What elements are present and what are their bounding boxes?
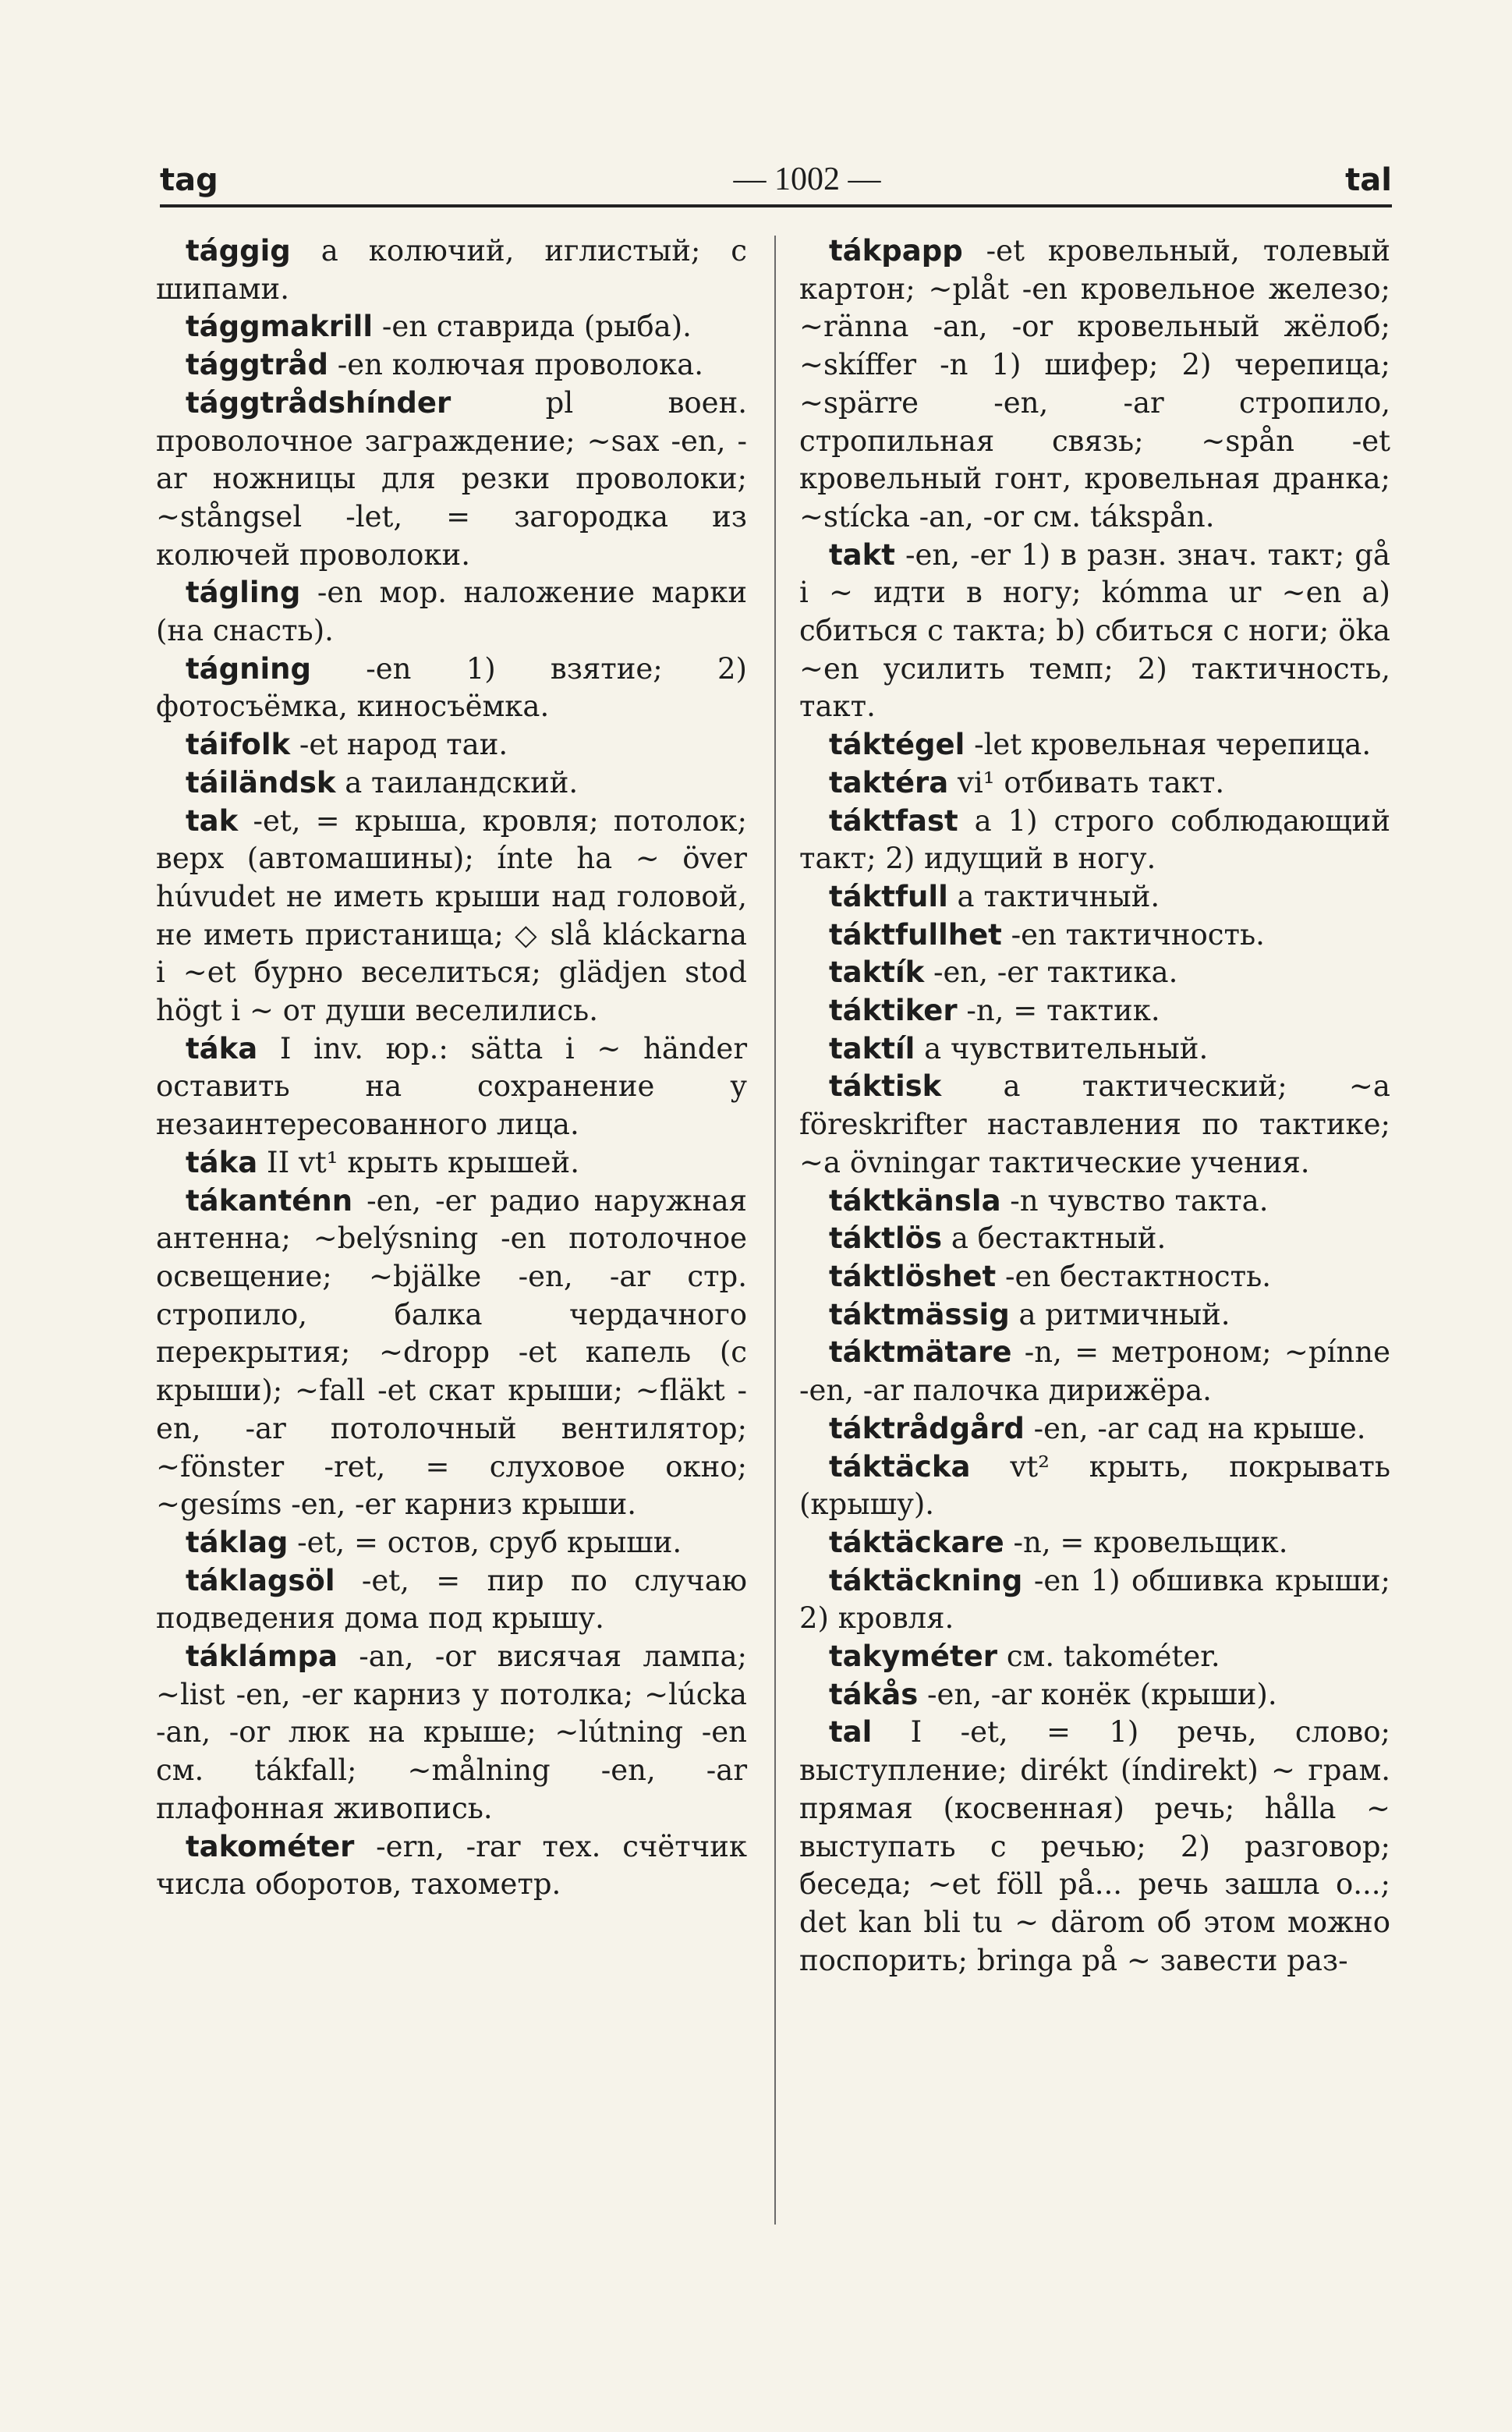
dictionary-entry (156, 385, 747, 575)
entry-headword: tágning (186, 651, 311, 686)
dictionary-entry (156, 764, 747, 803)
dictionary-entry (156, 1828, 747, 1904)
entry-definition: -en мор. наложение марки (на снасть). (156, 576, 747, 648)
entry-definition: -en, -ar сад на крыше. (1024, 1411, 1366, 1445)
entry-headword: tággig (186, 234, 291, 268)
entry-headword: táifolk (186, 728, 291, 762)
entry-definition: a колючий, иглистый; с шипами. (156, 234, 747, 306)
entry-definition: -en 1) обшивка крыши; 2) кровля. (799, 1563, 1390, 1636)
entry-definition: -ern, -rar тех. счётчик числа оборотов, тахометр. (156, 1829, 747, 1902)
right-guide-word: tal (1345, 162, 1392, 198)
entry-definition: -et, = остов, сруб крыши. (288, 1525, 682, 1559)
entry-definition: -n, = тактик. (957, 994, 1160, 1028)
entry-definition: -et, = пир по случаю подведения дома под крышу. (156, 1563, 747, 1636)
entry-headword: tággtrådshínder (186, 385, 451, 420)
entry-headword: táktiker (829, 994, 958, 1028)
entry-headword: taktík (829, 955, 925, 990)
entry-headword: tákanténn (186, 1183, 353, 1218)
entry-definition: -en, -er радио наружная антенна; ~belýsning -en потолочное освещение; ~bjälke -en, -ar стр. стропило, балка чердачного перекрытия; ~dropp -et капель (с крыши); ~fall -et скат крыши; ~fläkt -en, -ar потолочный вентилятор; ~fönster -ret, = слуховое окно; ~gesíms -en, -er карниз крыши. (156, 1183, 747, 1522)
entry-definition: vi¹ отбивать такт. (948, 765, 1225, 799)
entry-definition: -en, -er 1) в разн. знач. такт; gå i ~ идти в ногу; kómma ur ~en a) сбиться с такта; b) сбиться с ноги; öka ~en усилить темп; 2) тактичность, такт. (799, 537, 1390, 724)
entry-headword: táktäcka (829, 1449, 971, 1484)
dictionary-entry (799, 1562, 1390, 1638)
entry-definition: a бестактный. (942, 1221, 1167, 1256)
entry-headword: táklag (186, 1525, 289, 1559)
entry-headword: táktmässig (829, 1297, 1010, 1331)
dictionary-entry (799, 803, 1390, 878)
dictionary-entry (799, 1068, 1390, 1182)
entry-headword: táklámpa (186, 1640, 338, 1674)
entry-definition: -n, = кровельщик. (1004, 1525, 1288, 1559)
dictionary-entry (799, 1220, 1390, 1258)
entry-headword: táktäckning (829, 1563, 1023, 1597)
entry-headword: taktíl (829, 1031, 915, 1065)
entry-definition: a чувствительный. (915, 1031, 1209, 1065)
entry-definition: -en колючая проволока. (328, 348, 703, 382)
entry-headword: tal (829, 1715, 873, 1750)
entry-definition: см. takométer. (997, 1640, 1220, 1674)
entry-headword: táktfullhet (829, 917, 1002, 952)
dictionary-entry (799, 1296, 1390, 1335)
dictionary-entry (156, 1638, 747, 1828)
entry-definition: -en 1) взятие; 2) фотосъёмка, киносъёмка. (156, 651, 747, 724)
entry-definition: -an, -or висячая лампа; ~list -en, -er карниз у потолка; ~lúcka -an, -or люк на крыше; ~lútning -en см. tákfall; ~målning -en, -ar плафонная живопись. (156, 1640, 747, 1825)
dictionary-entry (799, 232, 1390, 537)
dictionary-entry (799, 726, 1390, 764)
entry-definition: I -et, = 1) речь, слово; выступление; dirékt (índirekt) ~ грам. прямая (косвенная) речь; hålla ~ выступать с речью; 2) разговор; беседа; ~et föll på... речь зашла о...; det kan bli tu ~ därom об этом можно поспорить; bringa på ~ завести раз- (799, 1715, 1390, 1977)
entry-headword: tággmakrill (186, 310, 374, 344)
dictionary-entry (799, 1258, 1390, 1296)
dictionary-entry (799, 764, 1390, 803)
entry-definition: -n, = метроном; ~pínne -en, -ar палочка дирижёра. (799, 1335, 1390, 1408)
entry-definition: -en, -er тактика. (924, 955, 1178, 990)
header-rule (160, 204, 1392, 207)
entry-headword: táktfull (829, 879, 948, 913)
right-column (799, 232, 1390, 1980)
entry-definition: -en ставрида (рыба). (373, 310, 692, 344)
entry-headword: táktrådgård (829, 1411, 1025, 1445)
entry-headword: tággtråd (186, 348, 329, 382)
page-number: — 1002 — (733, 161, 881, 197)
page-header (160, 156, 1392, 211)
dictionary-entry (799, 1714, 1390, 1980)
dictionary-entry (156, 346, 747, 385)
entry-headword: takt (829, 537, 895, 572)
dictionary-entry (799, 992, 1390, 1030)
entry-headword: táklagsöl (186, 1563, 335, 1597)
dictionary-entry (156, 651, 747, 726)
entry-headword: táka (186, 1145, 258, 1179)
dictionary-entry (156, 1562, 747, 1638)
entry-definition: a ритмичный. (1009, 1297, 1230, 1331)
entry-headword: tak (186, 803, 239, 838)
left-column (156, 232, 747, 1904)
dictionary-entry (156, 1144, 747, 1182)
entry-definition: I inv. юр.: sätta i ~ händer оставить на сохранение у незаинтересованного лица. (156, 1031, 747, 1142)
entry-definition: -et народ таи. (290, 728, 508, 762)
entry-headword: takométer (186, 1829, 355, 1863)
entry-definition: -en тактичность. (1001, 917, 1265, 952)
entry-headword: tákpapp (829, 234, 963, 268)
entry-definition: -let кровельная черепица. (965, 728, 1372, 762)
entry-headword: táka (186, 1031, 258, 1065)
entry-definition: a 1) строго соблюдающий такт; 2) идущий в ногу. (799, 803, 1390, 876)
entry-headword: táktfast (829, 803, 958, 838)
dictionary-entry (799, 1182, 1390, 1221)
dictionary-entry (799, 954, 1390, 992)
entry-definition: a тактический; ~a föreskrifter наставления по тактике; ~a övningar тактические учения. (799, 1069, 1390, 1179)
dictionary-entry (799, 537, 1390, 727)
entry-definition: -et, = крыша, кровля; потолок; верх (автомашины); ínte ha ~ över húvudet не иметь крыши над головой, не иметь пристанища; ◇ slå kláckarna i ~et бурно веселиться; glädjen stod högt i ~ от души веселились. (156, 803, 747, 1028)
dictionary-entry (156, 232, 747, 308)
dictionary-entry (799, 1638, 1390, 1676)
dictionary-entry (799, 1334, 1390, 1409)
dictionary-entry (156, 803, 747, 1030)
dictionary-entry (156, 1182, 747, 1524)
entry-definition: -en бестактность. (996, 1259, 1272, 1293)
entry-headword: táktkänsla (829, 1183, 1001, 1218)
entry-definition: pl воен. проволочное заграждение; ~sax -en, -ar ножницы для резки проволоки; ~stångsel -let, = загородка из колючей проволоки. (156, 385, 747, 572)
entry-definition: a тактичный. (947, 879, 1160, 913)
entry-headword: táktlös (829, 1221, 943, 1256)
entry-headword: táiländsk (186, 765, 336, 799)
dictionary-entry (156, 574, 747, 650)
dictionary-entry (799, 878, 1390, 916)
entry-headword: takyméter (829, 1640, 998, 1674)
dictionary-entry (156, 1030, 747, 1144)
dictionary-entry (156, 726, 747, 764)
entry-definition: -en, -ar конёк (крыши). (918, 1677, 1277, 1711)
entry-headword: táktlöshet (829, 1259, 997, 1293)
dictionary-entry (799, 1448, 1390, 1524)
dictionary-entry (799, 1676, 1390, 1714)
entry-definition: a таиландский. (335, 765, 579, 799)
entry-definition: -n чувство такта. (1000, 1183, 1269, 1218)
left-guide-word: tag (160, 162, 218, 198)
column-divider (774, 236, 776, 2225)
entry-definition: -et кровельный, толевый картон; ~plåt -en кровельное железо; ~ränna -an, -or кровельный жёлоб; ~skíffer -n 1) шифер; 2) черепица; ~spärre -en, -ar стропило, стропильная связь; ~spån -et кровельный гонт, кровельная дранка; ~stícka -an, -or см. tákspån. (799, 234, 1390, 534)
entry-headword: táktäckare (829, 1525, 1004, 1559)
entry-definition: II vt¹ крыть крышей. (257, 1145, 579, 1179)
entry-headword: táktmätare (829, 1335, 1012, 1370)
dictionary-entry (799, 916, 1390, 955)
entry-headword: taktéra (829, 765, 949, 799)
dictionary-entry (799, 1410, 1390, 1448)
dictionary-entry (156, 1524, 747, 1562)
entry-headword: táktisk (829, 1069, 942, 1104)
dictionary-entry (799, 1524, 1390, 1562)
dictionary-entry (156, 308, 747, 346)
entry-headword: táktégel (829, 728, 965, 762)
entry-headword: tágling (186, 576, 301, 610)
entry-headword: tákås (829, 1677, 919, 1711)
dictionary-entry (799, 1030, 1390, 1069)
entry-definition: vt² крыть, покрывать (крышу). (799, 1449, 1390, 1522)
